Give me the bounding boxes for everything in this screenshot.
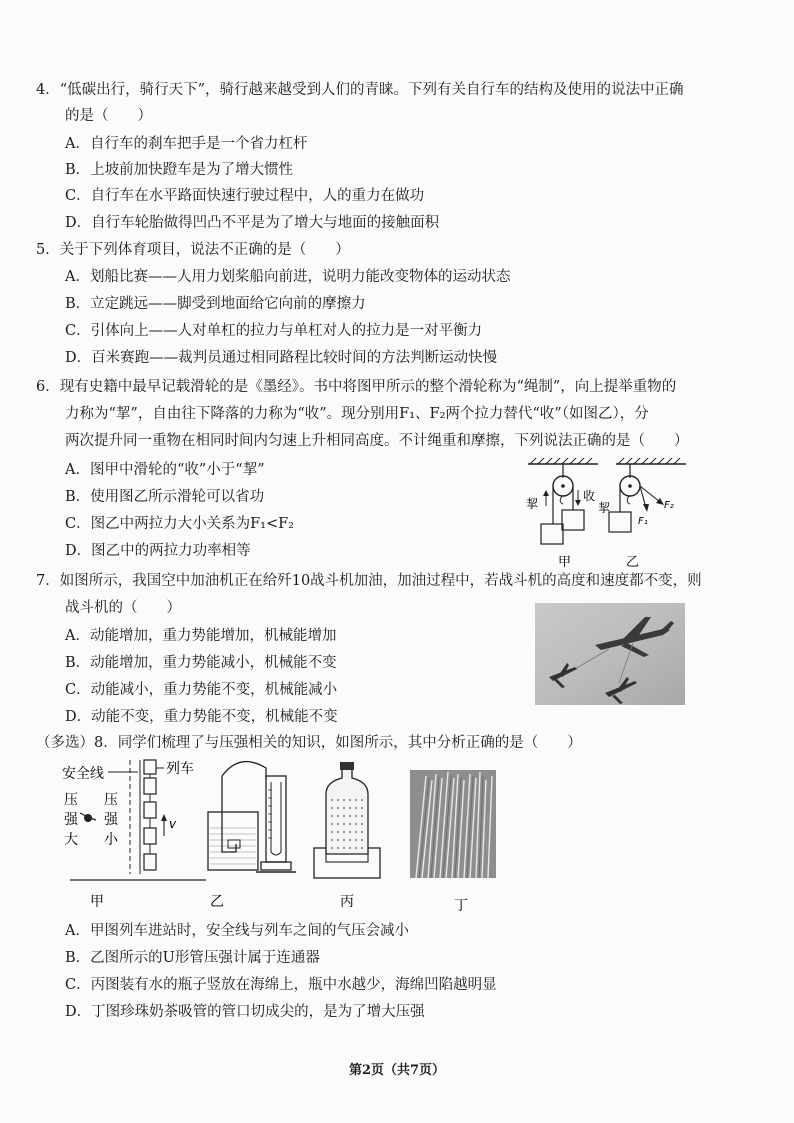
q5-option-a: A．划船比赛——人用力划桨船向前进，说明力能改变物体的运动状态 — [65, 269, 511, 285]
panel-bing — [314, 762, 380, 878]
q6-option-d: D．图乙中的两拉力功率相等 — [65, 543, 251, 559]
q7-option-d: D．动能不变，重力势能不变，机械能不变 — [65, 709, 338, 725]
q7-option-c: C．动能减小，重力势能不变，机械能减小 — [65, 682, 338, 698]
caption-yi: 乙 — [210, 894, 224, 910]
q4-stem-line2: 的是（ ） — [65, 108, 152, 124]
q6-option-c: C．图乙中两拉力大小关系为F₁<F₂ — [65, 516, 294, 532]
q7-stem-line1: 7．如图所示，我国空中加油机正在给歼10战斗机加油，加油过程中，若战斗机的高度和速度都不变，则 — [36, 573, 702, 589]
page-footer: 第2页（共7页） — [348, 1063, 446, 1078]
q4-stem-line1: 4．“低碳出行，骑行天下”，骑行越来越受到人们的青睐。下列有关自行车的结构及使用的说法中正确 — [36, 82, 684, 98]
caption-yi: 乙 — [626, 555, 640, 570]
panel-yi — [208, 762, 296, 872]
label-f2: F₂ — [664, 500, 674, 511]
q8-option-c: C．丙图装有水的瓶子竖放在海绵上，瓶中水越少，海绵凹陷越明显 — [65, 977, 497, 993]
q4-option-d: D．自行车轮胎做得凹凸不平是为了增大与地面的接触面积 — [65, 215, 440, 231]
q6-pulley-figure — [508, 456, 708, 572]
q5-option-b: B．立定跳远——脚受到地面给它向前的摩擦力 — [65, 296, 366, 312]
q4-option-a: A．自行车的刹车把手是一个省力杠杆 — [65, 136, 308, 152]
caption-jia: 甲 — [90, 894, 104, 910]
pulley-jia — [526, 458, 598, 544]
label-xiao: 小 — [104, 832, 118, 848]
q8-option-b: B．乙图所示的U形管压强计属于连通器 — [65, 950, 320, 966]
label-v: v — [169, 817, 177, 831]
label-ya2: 压 — [104, 792, 118, 808]
panel-jia — [62, 760, 206, 880]
q8-option-a: A．甲图列车进站时，安全线与列车之间的气压会减小 — [65, 923, 409, 939]
q7-option-a: A．动能增加，重力势能增加，机械能增加 — [65, 628, 337, 644]
q8-option-d: D．丁图珍珠奶茶吸管的管口切成尖的，是为了增大压强 — [65, 1004, 425, 1020]
q8-stem-line1: （多选）8．同学们梳理了与压强相关的知识，如图所示，其中分析正确的是（ ） — [36, 735, 582, 751]
q7-option-b: B．动能增加，重力势能减小，机械能不变 — [65, 655, 337, 671]
label-f1: F₁ — [638, 516, 648, 527]
label-qiang2: 强 — [104, 812, 118, 828]
panel-ding — [410, 770, 496, 878]
label-safety-line: 安全线 — [62, 766, 104, 782]
label-da: 大 — [64, 832, 78, 848]
q6-stem-line1: 6．现有史籍中最早记载滑轮的是《墨经》。书中将图甲所示的整个滑轮称为“绳制”，向上提举重物的 — [36, 379, 677, 395]
refueling-photo — [535, 603, 685, 705]
person-icon — [80, 813, 96, 822]
label-shou: 收 — [583, 489, 596, 503]
caption-bing: 丙 — [340, 894, 354, 910]
q7-stem-line2: 战斗机的（ ） — [65, 600, 181, 616]
label-qie2: 挈 — [598, 501, 611, 515]
q6-option-b: B．使用图乙所示滑轮可以省功 — [65, 489, 265, 505]
label-qie: 挈 — [526, 497, 539, 511]
q5-option-c: C．引体向上——人对单杠的拉力与单杠对人的拉力是一对平衡力 — [65, 323, 483, 339]
q5-stem-line1: 5．关于下列体育项目，说法不正确的是（ ） — [36, 242, 350, 258]
q4-option-c: C．自行车在水平路面快速行驶过程中，人的重力在做功 — [65, 188, 425, 204]
label-train: 列车 — [166, 761, 194, 777]
q8-pressure-figure — [60, 756, 510, 916]
q6-stem-line3: 两次提升同一重物在相同时间内匀速上升相同高度。不计绳重和摩擦，下列说法正确的是（ ） — [65, 433, 689, 449]
label-ya1: 压 — [64, 792, 78, 808]
caption-ding: 丁 — [454, 898, 468, 914]
q5-option-d: D．百米赛跑——裁判员通过相同路程比较时间的方法判断运动快慢 — [65, 350, 498, 366]
label-qiang1: 强 — [64, 812, 78, 828]
caption-jia: 甲 — [558, 555, 572, 570]
q6-option-a: A．图甲中滑轮的“收”小于“挈” — [65, 462, 265, 478]
q6-stem-line2: 力称为“挈”，自由往下降落的力称为“收”。现分别用F₁、F₂两个拉力替代“收”（如图乙），分 — [65, 406, 649, 422]
q4-option-b: B．上坡前加快蹬车是为了增大惯性 — [65, 162, 294, 178]
pulley-yi — [598, 458, 686, 532]
